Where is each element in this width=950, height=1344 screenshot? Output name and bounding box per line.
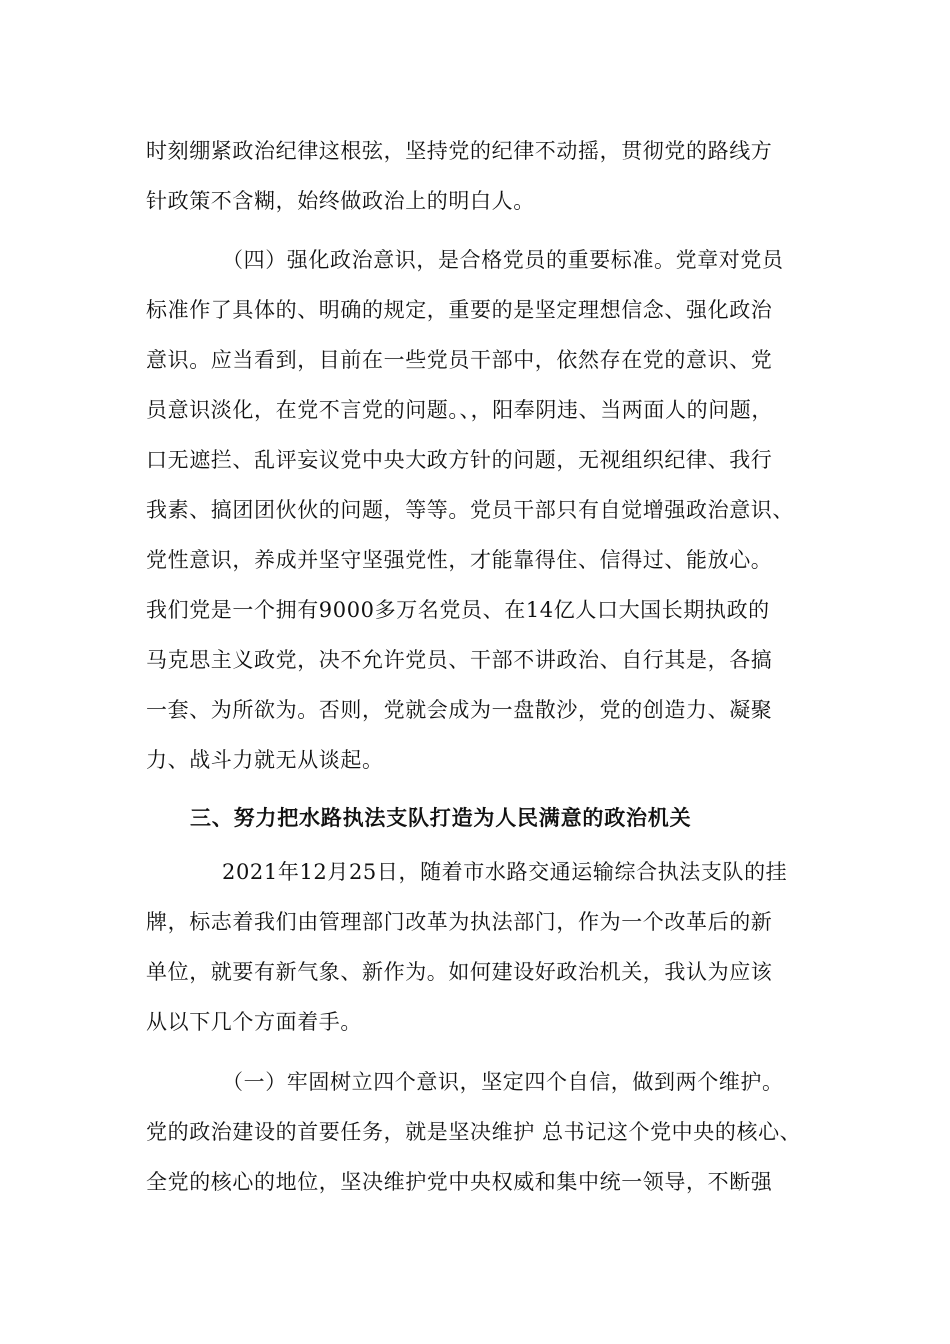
text-line: 我素、搞团团伙伙的问题，等等。党员干部只有自觉增强政治意识、 [146, 498, 794, 522]
text-line: 全党的核心的地位，坚决维护党中央权威和集中统一领导，不断强 [146, 1170, 773, 1194]
text-line: 标准作了具体的、明确的规定，重要的是坚定理想信念、强化政治 [146, 298, 773, 322]
text-line: 员意识淡化，在党不言党的问题。、，阳奉阴违、当两面人的问题， [146, 398, 773, 422]
section-heading: 三、努力把水路执法支队打造为人民满意的政治机关 [190, 805, 692, 830]
text-line: 党的政治建设的首要任务，就是坚决维护 总书记这个党中央的核心、 [146, 1120, 802, 1144]
text-line: 单位，就要有新气象、新作为。如何建设好政治机关，我认为应该 [146, 960, 773, 984]
text-line: 党性意识，养成并坚守坚强党性，才能靠得住、信得过、能放心。 [146, 548, 773, 572]
text-line: （一）牢固树立四个意识，坚定四个自信，做到两个维护。 [222, 1070, 784, 1094]
text-line: 2021年12月25日，随着市水路交通运输综合执法支队的挂 [222, 860, 788, 884]
text-line: 马克思主义政党，决不允许党员、干部不讲政治、自行其是，各搞 [146, 648, 773, 672]
text-line: 针政策不含糊，始终做政治上的明白人。 [146, 189, 535, 213]
text-line: 时刻绷紧政治纪律这根弦，坚持党的纪律不动摇，贯彻党的路线方 [146, 139, 773, 163]
text-line: 从以下几个方面着手。 [146, 1010, 362, 1034]
text-line: 口无遮拦、乱评妄议党中央大政方针的问题，无视组织纪律、我行 [146, 448, 773, 472]
text-line: 力、战斗力就无从谈起。 [146, 748, 384, 772]
text-line: 我们党是一个拥有9000多万名党员、在14亿人口大国长期执政的 [146, 598, 770, 622]
text-line: （四）强化政治意识，是合格党员的重要标准。党章对党员 [222, 248, 784, 272]
text-line: 一套、为所欲为。否则，党就会成为一盘散沙，党的创造力、凝聚 [146, 698, 773, 722]
text-line: 意识。应当看到，目前在一些党员干部中，依然存在党的意识、党 [146, 348, 773, 372]
text-line: 牌，标志着我们由管理部门改革为执法部门，作为一个改革后的新 [146, 910, 773, 934]
